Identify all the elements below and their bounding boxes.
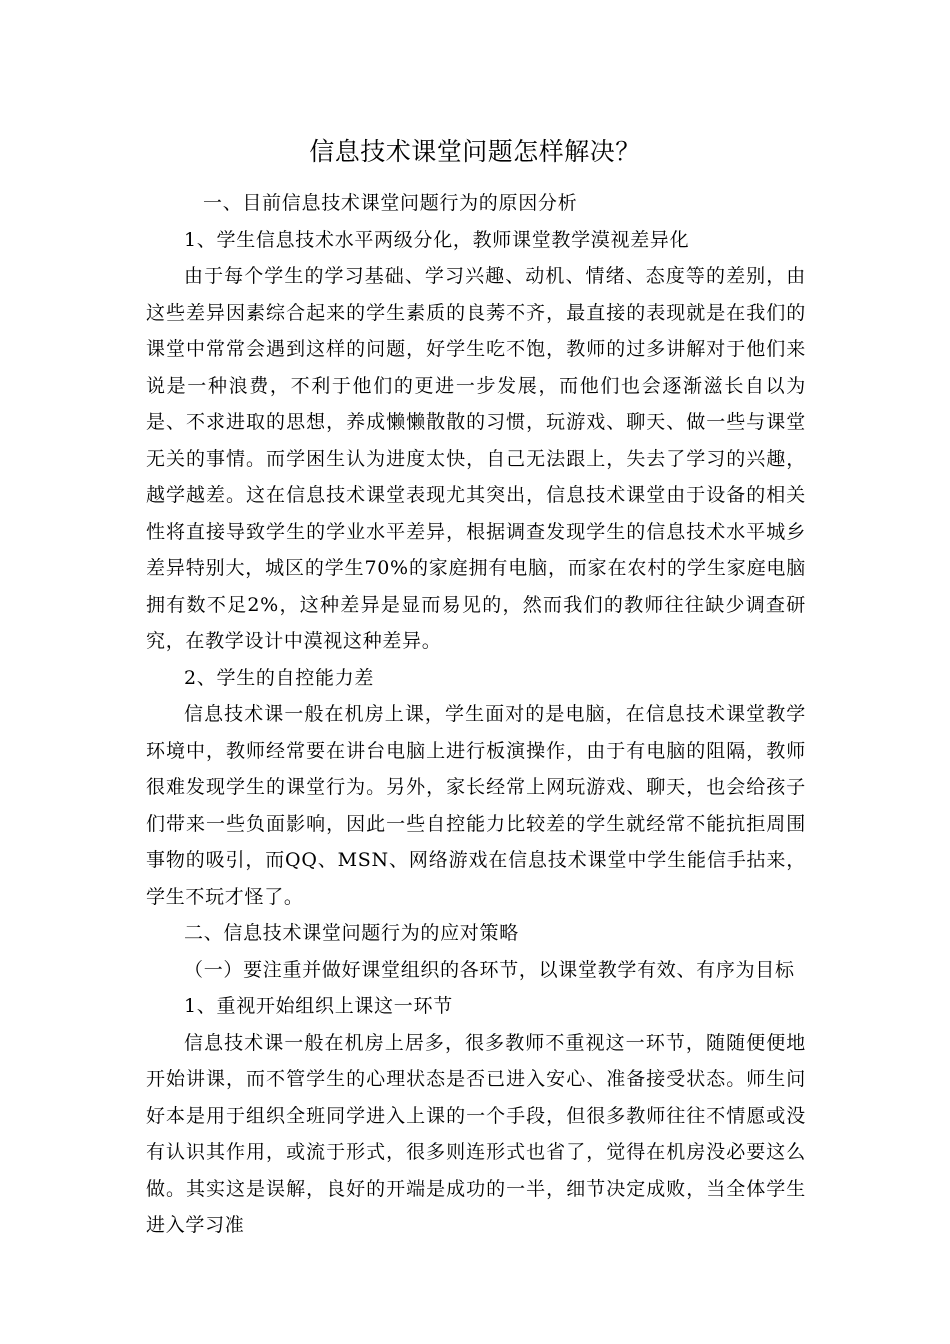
subsection-heading-1-2: 2、学生的自控能力差 xyxy=(184,666,375,689)
body-paragraph: 信息技术课一般在机房上居多，很多教师不重视这一环节，随随便便地开始讲课，而不管学生的心理状态是否已进入安心、准备接受状态。师生问好本是用于组织全班同学进入上课的一个手段，但很多教师往往不情愿或没有认识其作用，或流于形式，很多则连形式也省了，觉得在机房没必要这么做。其实这是误解，良好的开端是成功的一半，细节决定成败，当全体学生进入学习准 xyxy=(146,1031,806,1236)
document-body xyxy=(146,185,806,1244)
subsection-heading-2-1: 1、重视开始组织上课这一环节 xyxy=(184,995,453,1017)
subsection-heading-2-a: （一）要注重并做好课堂组织的各环节，以课堂教学有效、有序为目标 xyxy=(184,958,795,981)
document-title: 信息技术课堂问题怎样解决？ xyxy=(309,137,641,166)
body-paragraph: 由于每个学生的学习基础、学习兴趣、动机、情绪、态度等的差别，由这些差异因素综合起来的学生素质的良莠不齐，最直接的表现就是在我们的课堂中常常会遇到这样的问题，好学生吃不饱，教师的过多讲解对于他们来说是一种浪费，不利于他们的更进一步发展，而他们也会逐渐滋长自以为是、不求进取的思想，养成懒懒散散的习惯，玩游戏、聊天、做一些与课堂无关的事情。而学困生认为进度太快，自己无法跟上，失去了学习的兴趣，越学越差。这在信息技术课堂表现尤其突出，信息技术课堂由于设备的相关性将直接导致学生的学业水平差异，根据调查发现学生的信息技术水平城乡差异特别大，城区的学生70%的家庭拥有电脑，而家在农村的学生家庭电脑拥有数不足2%，这种差异是显而易见的，然而我们的教师往往缺少调查研究，在教学设计中漠视这种差异。 xyxy=(146,265,806,652)
body-paragraph: 信息技术课一般在机房上课，学生面对的是电脑，在信息技术课堂教学环境中，教师经常要在讲台电脑上进行板演操作，由于有电脑的阻隔，教师很难发现学生的课堂行为。另外，家长经常上网玩游戏、聊天，也会给孩子们带来一些负面影响，因此一些自控能力比较差的学生就经常不能抗拒周围事物的吸引，而QQ、MSN、网络游戏在信息技术课堂中学生能信手拈来，学生不玩才怪了。 xyxy=(146,703,806,908)
subsection-heading-1-1: 1、学生信息技术水平两级分化，教师课堂教学漠视差异化 xyxy=(184,228,690,251)
section-heading-2: 二、信息技术课堂问题行为的应对策略 xyxy=(184,922,519,944)
section-heading-1: 一、目前信息技术课堂问题行为的原因分析 xyxy=(203,192,578,214)
